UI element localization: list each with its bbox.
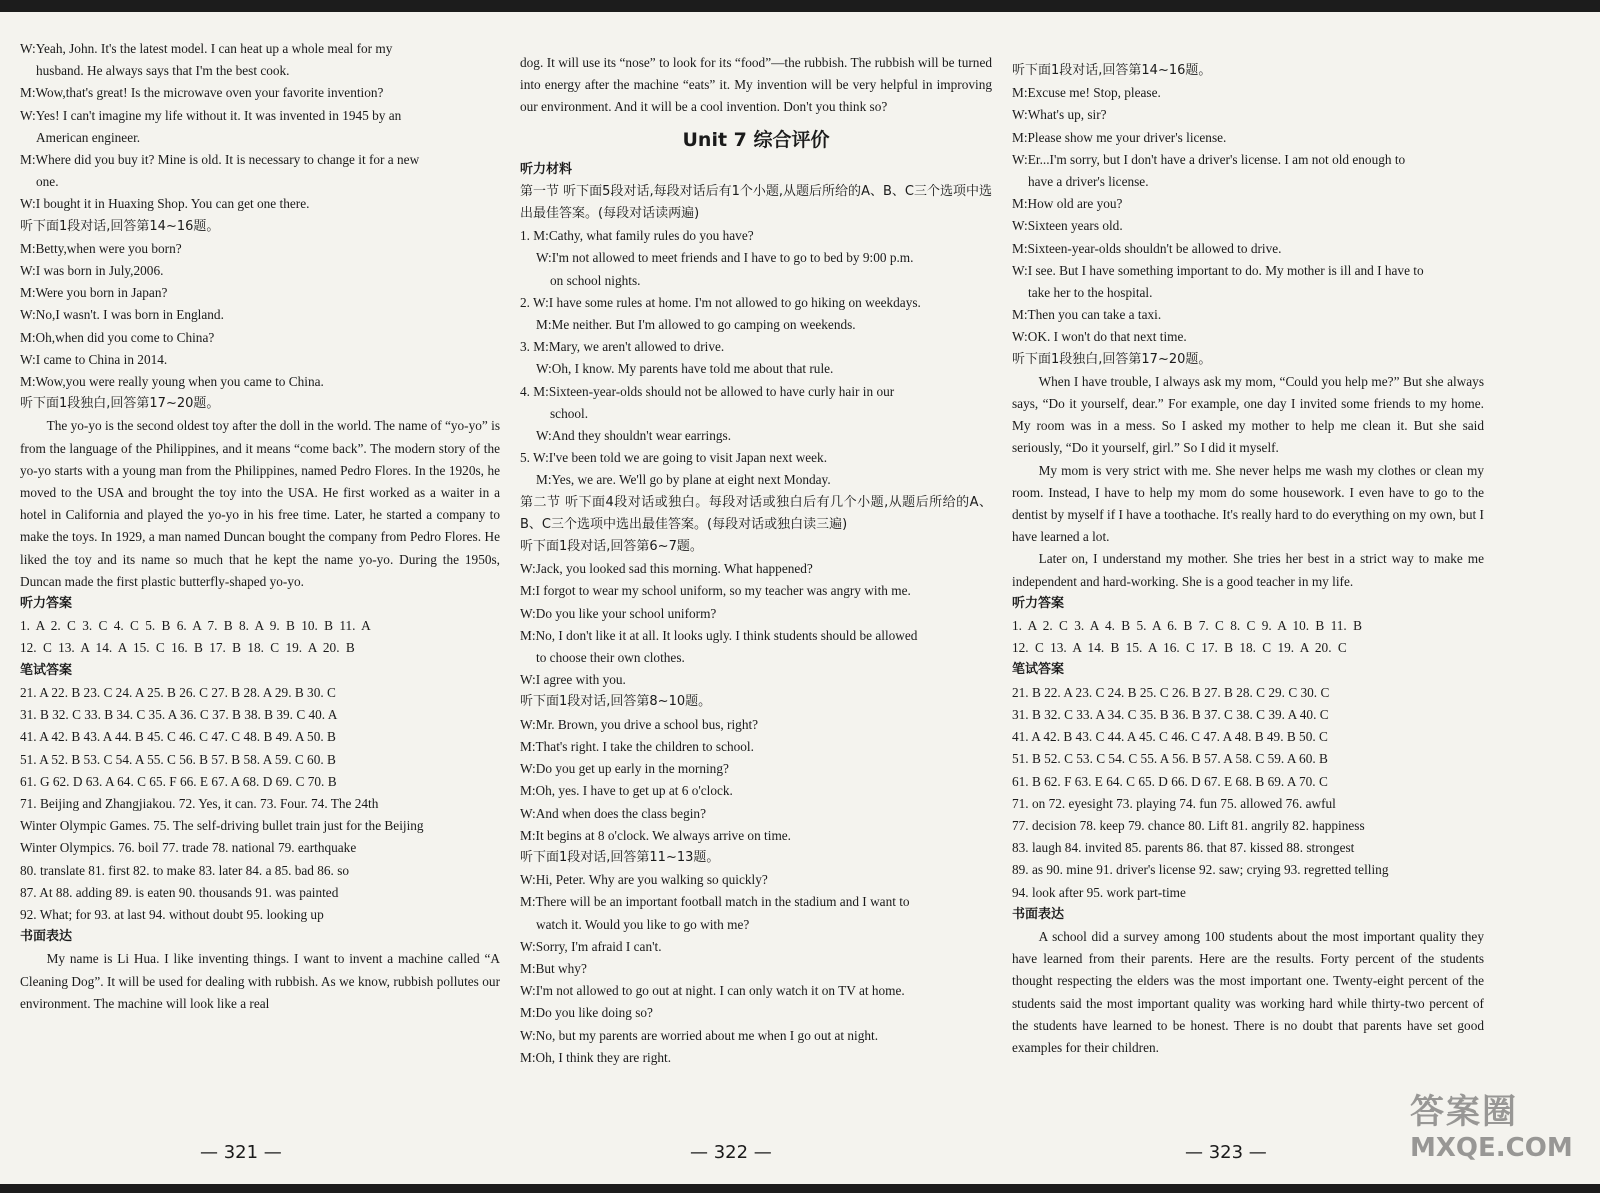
instruction: 听下面1段对话,回答第6~7题。 bbox=[520, 539, 703, 555]
text-line: M:Were you born in Japan? bbox=[20, 285, 168, 301]
text-line: W:Sixteen years old. bbox=[1012, 218, 1123, 234]
text-line: M:Sixteen-year-olds shouldn't be allowed to drive. bbox=[1012, 240, 1282, 256]
text-line: M:How old are you? bbox=[1012, 196, 1123, 212]
text-line: M:Wow,that's great! Is the microwave oven your favorite invention? bbox=[20, 85, 384, 101]
answer-line: 41. A 42. B 43. A 44. B 45. C 46. C 47. C 48. B 49. A 50. B bbox=[20, 729, 336, 745]
text-line: W:Mr. Brown, you drive a school bus, right? bbox=[520, 716, 759, 732]
answer-line: 61. G 62. D 63. A 64. C 65. F 66. E 67. A 68. D 69. C 70. B bbox=[20, 773, 337, 789]
watermark-url: MXQE.COM bbox=[1410, 1133, 1573, 1163]
text-line: M:Betty,when were you born? bbox=[20, 240, 182, 256]
text-line: 5. W:I've been told we are going to visit Japan next week. bbox=[520, 450, 828, 466]
answer-line: 80. translate 81. first 82. to make 83. later 84. a 85. bad 86. so bbox=[20, 862, 350, 878]
watermark-text: 答案圈 bbox=[1410, 1092, 1518, 1132]
answer-line: 71. Beijing and Zhangjiakou. 72. Yes, it can. 73. Four. 74. The 24th bbox=[20, 795, 379, 811]
text-line: M:Oh, I think they are right. bbox=[520, 1049, 672, 1065]
text-line: M:It begins at 8 o'clock. We always arrive on time. bbox=[520, 827, 792, 843]
instruction: 听下面1段独白,回答第17~20题。 bbox=[1012, 351, 1212, 367]
instruction: 听下面1段对话,回答第14~16题。 bbox=[20, 218, 220, 234]
text-line: W:Hi, Peter. Why are you walking so quickly? bbox=[520, 872, 768, 888]
text-line: 4. M:Sixteen-year-olds should not be allowed to have curly hair in our bbox=[520, 383, 895, 399]
text-line: M:Me neither. But I'm allowed to go camping on weekends. bbox=[536, 317, 856, 333]
text-line: W:Yes! I can't imagine my life without it. It was invented in 1945 by an bbox=[20, 107, 402, 123]
text-line: W:Do you get up early in the morning? bbox=[520, 761, 729, 777]
answer-line: 92. What; for 93. at last 94. without doubt 95. looking up bbox=[20, 906, 324, 922]
section-heading: 书面表达 bbox=[1012, 906, 1065, 922]
answer-line: 89. as 90. mine 91. driver's license 92. saw; crying 93. regretted telling bbox=[1012, 862, 1389, 878]
page-number: — 322 — bbox=[690, 1142, 772, 1163]
text-line: W:I see. But I have something important to do. My mother is ill and I have to bbox=[1012, 262, 1424, 278]
instruction: 听下面1段对话,回答第14~16题。 bbox=[1012, 63, 1212, 78]
text-line: watch it. Would you like to go with me? bbox=[536, 916, 750, 932]
answer-line: 94. look after 95. work part-time bbox=[1012, 884, 1186, 900]
text-line: M:Wow,you were really young when you came to China. bbox=[20, 374, 324, 390]
answer-book-spread bbox=[0, 12, 1600, 1184]
page-number: — 321 — bbox=[200, 1142, 282, 1163]
answer-line: 12. C 13. A 14. A 15. C 16. B 17. B 18. C 19. A 20. B bbox=[20, 640, 355, 656]
answer-line: 83. laugh 84. invited 85. parents 86. that 87. kissed 88. strongest bbox=[1012, 840, 1355, 856]
answer-line: 12. C 13. A 14. B 15. A 16. C 17. B 18. C 19. A 20. C bbox=[1012, 640, 1347, 656]
text-line: W:I'm not allowed to go out at night. I can only watch it on TV at home. bbox=[520, 983, 905, 999]
section-heading: 笔试答案 bbox=[20, 662, 73, 678]
section-instruction: 第一节 听下面5段对话,每段对话后有1个小题,从题后所给的A、B、C三个选项中选出最佳答案。(每段对话读两遍) bbox=[520, 183, 992, 222]
monologue-paragraph: My mom is very strict with me. She never helps me wash my clothes or clean my room. Instead, I have to help my mom do some housework. I even have to go to the dentist by myself if I have a toothache. It's really hard to do everything on my own, but I have learned a lot. bbox=[1012, 462, 1484, 545]
answer-line: 51. B 52. C 53. C 54. C 55. A 56. B 57. A 58. C 59. A 60. B bbox=[1012, 751, 1328, 767]
text-line: W:Er...I'm sorry, but I don't have a driver's license. I am not old enough to bbox=[1012, 151, 1406, 167]
text-line: 1. M:Cathy, what family rules do you have? bbox=[520, 228, 754, 244]
essay-paragraph: My name is Li Hua. I like inventing things. I want to invent a machine called “A Cleaning Dog”. It will be used for dealing with rubbish. As we know, rubbish pollutes our environment. The machine will look like a real bbox=[20, 951, 500, 1011]
page-number: — 323 — bbox=[1185, 1142, 1267, 1163]
text-line: American engineer. bbox=[36, 129, 141, 145]
column-page-322 bbox=[520, 52, 992, 1069]
text-line: W:And when does the class begin? bbox=[520, 805, 706, 821]
column-page-321 bbox=[20, 38, 500, 1015]
answer-line: 71. on 72. eyesight 73. playing 74. fun 75. allowed 76. awful bbox=[1012, 795, 1336, 811]
text-line: W:Do you like your school uniform? bbox=[520, 605, 717, 621]
text-line: M:Do you like doing so? bbox=[520, 1005, 653, 1021]
answer-line: 51. A 52. B 53. C 54. A 55. C 56. B 57. B 58. A 59. C 60. B bbox=[20, 751, 336, 767]
text-line: M:Oh,when did you come to China? bbox=[20, 329, 215, 345]
text-line: M:Yes, we are. We'll go by plane at eight next Monday. bbox=[536, 472, 831, 488]
answer-line: 77. decision 78. keep 79. chance 80. Lift 81. angrily 82. happiness bbox=[1012, 817, 1365, 833]
text-line: W:I was born in July,2006. bbox=[20, 263, 164, 279]
text-line: W:Jack, you looked sad this morning. What happened? bbox=[520, 561, 813, 577]
text-line: M:That's right. I take the children to school. bbox=[520, 738, 754, 754]
answer-line: 21. B 22. A 23. C 24. B 25. C 26. B 27. B 28. C 29. C 30. C bbox=[1012, 684, 1330, 700]
essay-paragraph: A school did a survey among 100 students about the most important quality they have learned from their parents. Here are the results. Forty percent of the students thought respecting the elders was the most important one. Twenty-eight percent of the students said the most important quality was working hard while thirty-two percent of the students have learned to be honest. There is no doubt that parents have set good examples for their children. bbox=[1012, 928, 1484, 1055]
text-line: W:OK. I won't do that next time. bbox=[1012, 329, 1187, 345]
instruction: 听下面1段独白,回答第17~20题。 bbox=[20, 396, 220, 412]
essay-paragraph: dog. It will use its “nose” to look for its “food”—the rubbish. The rubbish will be turned into energy after the machine “eats” it. My invention will be very helpful in improving our environment. And it will be a cool invention. Don't you think so? bbox=[520, 55, 992, 115]
text-line: W:Oh, I know. My parents have told me about that rule. bbox=[536, 361, 834, 377]
answer-line: 31. B 32. C 33. B 34. C 35. A 36. C 37. B 38. B 39. C 40. A bbox=[20, 707, 338, 723]
text-line: take her to the hospital. bbox=[1028, 285, 1153, 301]
answer-line: 1. A 2. C 3. A 4. B 5. A 6. B 7. C 8. C 9. A 10. B 11. B bbox=[1012, 618, 1362, 634]
text-line: M:Then you can take a taxi. bbox=[1012, 307, 1162, 323]
column-page-323 bbox=[1012, 60, 1484, 1059]
answer-line: 87. At 88. adding 89. is eaten 90. thousands 91. was painted bbox=[20, 884, 339, 900]
section-heading: 书面表达 bbox=[20, 929, 73, 945]
section-heading: 听力答案 bbox=[20, 596, 73, 612]
site-watermark bbox=[1410, 1084, 1573, 1163]
answer-line: 21. A 22. B 23. C 24. A 25. B 26. C 27. B 28. A 29. B 30. C bbox=[20, 684, 336, 700]
text-line: to choose their own clothes. bbox=[536, 650, 685, 666]
text-line: M:There will be an important football match in the stadium and I want to bbox=[520, 894, 910, 910]
text-line: W:I came to China in 2014. bbox=[20, 351, 168, 367]
answer-line: 61. B 62. F 63. E 64. C 65. D 66. D 67. E 68. B 69. A 70. C bbox=[1012, 773, 1328, 789]
instruction: 听下面1段对话,回答第8~10题。 bbox=[520, 694, 712, 710]
monologue-paragraph: Later on, I understand my mother. She tries her best in a strict way to make me independent and hard-working. She is a good teacher in my life. bbox=[1012, 551, 1484, 589]
text-line: M:Oh, yes. I have to get up at 6 o'clock. bbox=[520, 783, 733, 799]
section-heading: 笔试答案 bbox=[1012, 662, 1065, 678]
text-line: husband. He always says that I'm the best cook. bbox=[36, 63, 290, 79]
text-line: 2. W:I have some rules at home. I'm not allowed to go hiking on weekdays. bbox=[520, 294, 921, 310]
text-line: M:Please show me your driver's license. bbox=[1012, 129, 1227, 145]
text-line: one. bbox=[36, 174, 59, 190]
text-line: W:Sorry, I'm afraid I can't. bbox=[520, 938, 662, 954]
answer-line: 1. A 2. C 3. C 4. C 5. B 6. A 7. B 8. A 9. B 10. B 11. A bbox=[20, 618, 371, 634]
text-line: M:Excuse me! Stop, please. bbox=[1012, 85, 1161, 101]
answer-line: Winter Olympics. 76. boil 77. trade 78. national 79. earthquake bbox=[20, 840, 357, 856]
text-line: W:I agree with you. bbox=[520, 672, 626, 688]
text-line: W:What's up, sir? bbox=[1012, 107, 1107, 123]
text-line: school. bbox=[550, 405, 589, 421]
answer-line: Winter Olympic Games. 75. The self-driving bullet train just for the Beijing bbox=[20, 818, 424, 834]
text-line: W:And they shouldn't wear earrings. bbox=[536, 428, 732, 444]
text-line: W:I bought it in Huaxing Shop. You can get one there. bbox=[20, 196, 310, 212]
section-heading: 听力答案 bbox=[1012, 595, 1065, 611]
text-line: M:No, I don't like it at all. It looks ugly. I think students should be allowed bbox=[520, 627, 918, 643]
text-line: 3. M:Mary, we aren't allowed to drive. bbox=[520, 339, 725, 355]
monologue-paragraph: The yo-yo is the second oldest toy after the doll in the world. The name of “yo-yo” is from the language of the Philippines, and it means “come back”. The modern story of the yo-yo starts with a young man from the Philippines, named Pedro Flores. In the 1920s, he moved to the USA and brought the toy into the USA. He first worked as a waiter in a hotel in California and played the yo-yo in his free time. Later, he started a company to make the toys. In 1929, a man named Duncan bought the company from Pedro Flores. He liked the toy and its name so much that he kept the name yo-yo. During the 1950s, Duncan made the first plastic butterfly-shaped yo-yo. bbox=[20, 418, 500, 589]
text-line: W:Yeah, John. It's the latest model. I can heat up a whole meal for my bbox=[20, 41, 393, 56]
unit-title: Unit 7 综合评价 bbox=[682, 128, 830, 151]
answer-line: 41. A 42. B 43. C 44. A 45. C 46. C 47. A 48. B 49. B 50. C bbox=[1012, 729, 1328, 745]
answer-line: 31. B 32. C 33. A 34. C 35. B 36. B 37. C 38. C 39. A 40. C bbox=[1012, 706, 1329, 722]
text-line: M:Where did you buy it? Mine is old. It is necessary to change it for a new bbox=[20, 152, 420, 168]
text-line: W:I'm not allowed to meet friends and I have to go to bed by 9:00 p.m. bbox=[536, 250, 914, 266]
dialog-block bbox=[20, 38, 500, 216]
text-line: W:No,I wasn't. I was born in England. bbox=[20, 307, 224, 323]
text-line: M:I forgot to wear my school uniform, so my teacher was angry with me. bbox=[520, 583, 911, 599]
text-line: have a driver's license. bbox=[1028, 174, 1149, 190]
monologue-paragraph: When I have trouble, I always ask my mom, “Could you help me?” But she always says, “Do it yourself, dear.” For example, one day I invited some friends to my home. My room was in a mess. So I asked my mother to help me clean it. But she said seriously, “Do it yourself, girl.” So I did it myself. bbox=[1012, 373, 1484, 456]
section-heading: 听力材料 bbox=[520, 161, 573, 177]
instruction: 听下面1段对话,回答第11~13题。 bbox=[520, 849, 720, 865]
section-instruction: 第二节 听下面4段对话或独白。每段对话或独白后有几个小题,从题后所给的A、B、C三个选项中选出最佳答案。(每段对话或独白读三遍) bbox=[520, 494, 992, 532]
dialog-block bbox=[20, 238, 500, 393]
text-line: M:But why? bbox=[520, 960, 587, 976]
text-line: W:No, but my parents are worried about me when I go out at night. bbox=[520, 1027, 879, 1043]
text-line: on school nights. bbox=[550, 272, 641, 288]
